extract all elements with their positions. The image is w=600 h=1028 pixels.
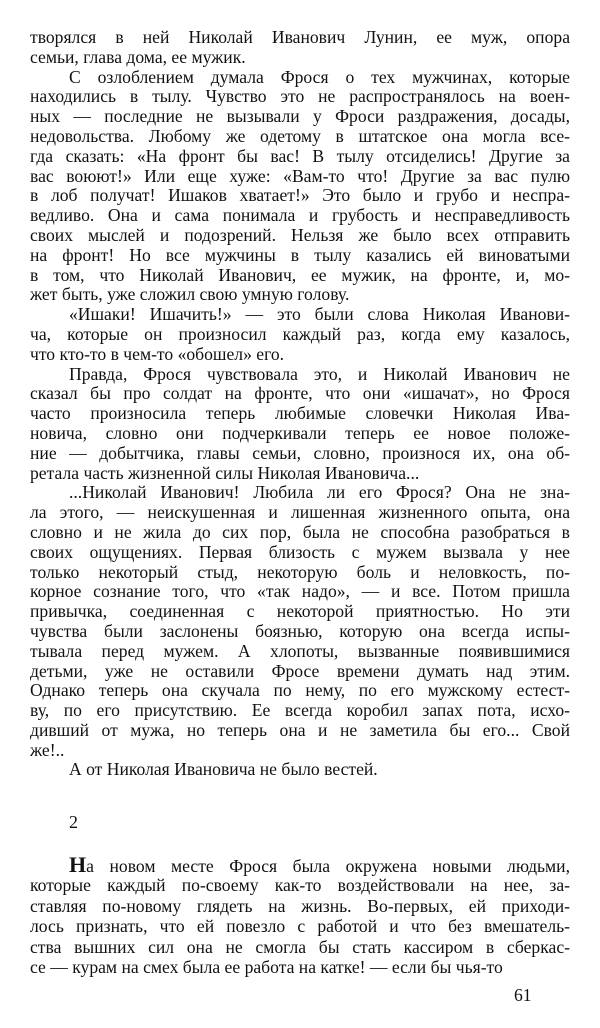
text-line: тывала перед мужем. А хлопоты, вызванные появившимися (30, 640, 570, 661)
text-line: ...Николай Иванович! Любила ли его Фрося? Она не зна- (69, 482, 570, 503)
paragraph (30, 365, 570, 484)
text-line: С озлоблением думала Фрося о тех мужчинах, которые (69, 66, 570, 87)
text-line: ретала часть жизненной силы Николая Ивановича... (30, 462, 420, 483)
paragraph (30, 852, 570, 977)
text-block-chapter-end (30, 28, 570, 780)
text-line: только некоторый стыд, некоторую боль и неловкость, по- (30, 561, 570, 582)
paragraph (30, 760, 570, 780)
text-line: детьми, уже не оставили Фросе времени думать над этим. (30, 660, 570, 681)
text-line: ства вышних сил она не смогла бы стать кассиром в сберкас- (30, 936, 570, 957)
text-line: ча, которые он произносил каждый раз, когда ему казалось, (30, 323, 570, 344)
text-line: же!.. (30, 739, 65, 760)
text-line: недовольства. Любому же одетому в штатское она могла все- (30, 125, 570, 146)
text-line: что кто-то в чем-то «обошел» его. (30, 343, 285, 364)
text-line-content: а новом месте Фрося была окружена новыми людьми, (86, 856, 570, 876)
text-line: творялся в ней Николай Иванович Лунин, ее муж, опора (30, 27, 570, 47)
text-line: привычка, соединенная с некоторой приятностью. Но эти (30, 601, 570, 622)
text-line: сказал бы про солдат на фронте, что они «ишачат», но Фрося (30, 383, 570, 404)
text-line: А от Николая Ивановича не было вестей. (69, 759, 378, 780)
text-line: ние — добытчика, главы семьи, словно, произнося их, она об- (30, 442, 570, 463)
text-line: жет быть, уже сложил свою умную голову. (30, 284, 350, 305)
text-line: находились в тылу. Чувство это не распространялось на воен- (30, 86, 570, 107)
text-line: новича, словно они подчеркивали теперь ее новое положе- (30, 422, 570, 443)
text-line: в лоб получат! Ишаков хватает!» Это было и грубо и неспра- (30, 185, 570, 206)
text-line: лось признать, что ей повезло с работой и что без вмешатель- (30, 916, 570, 937)
paragraph (30, 68, 570, 306)
text-line: на фронт! Но все мужчины в тылу казались ей виноватыми (30, 244, 570, 265)
text-line: чувства были заслонены боязнью, которую она всегда испы- (30, 620, 570, 641)
text-line: Правда, Фрося чувствовала это, и Николай Иванович не (69, 363, 570, 384)
text-line: часто произносила теперь любимые словечки Николая Ива- (30, 403, 570, 424)
text-line: гда сказать: «На фронт бы вас! В тылу отсиделись! Другие за (30, 145, 570, 166)
text-line: ву, по его присутствию. Ее всегда коробил запах пота, исхо- (30, 700, 570, 721)
initial-letter: Н (69, 852, 87, 877)
section-number: 2 (69, 812, 78, 832)
text-line: ставляя по-новому глядеть на жизнь. Во-первых, ей приходи- (30, 895, 570, 916)
text-line: корное сознание того, что «так надо», — и все. Потом пришла (30, 581, 570, 602)
text-line: словно и не жила до сих пор, была не способна разобраться в (30, 521, 570, 542)
paragraph (30, 483, 570, 760)
text-line: ла этого, — неискушенная и лишенная жизненного опыта, она (30, 502, 570, 523)
text-line: своих ощущениях. Первая близость с мужем вызвала у нее (30, 541, 570, 562)
text-line: своих мыслей и подозрений. Нельзя же было всех отправить (30, 224, 570, 245)
text-line (30, 852, 570, 877)
text-line: которые каждый по-своему как-то воздействовали на нее, за- (30, 875, 570, 896)
text-line: дивший от мужа, но теперь она и не заметила бы его... Свой (30, 719, 570, 740)
text-line: семьи, глава дома, ее мужик. (30, 46, 246, 67)
paragraph (30, 305, 570, 364)
text-line: ведливо. Она и сама понимала и грубость и несправедливость (30, 205, 570, 226)
text-line: в том, что Николай Иванович, ее мужик, на фронте, и, мо- (30, 264, 570, 285)
paragraph (30, 28, 570, 68)
page-number: 61 (514, 985, 532, 1005)
text-block-section-2 (30, 852, 570, 977)
text-line: ных — последние не вызывали у Фроси раздражения, досады, (30, 106, 570, 127)
text-line: вас воюют!» Или еще хуже: «Вам-то что! Другие за вас пулю (30, 165, 570, 186)
text-line: се — курам на смех была ее работа на катке! — если бы чья-то (30, 956, 503, 977)
text-line: «Ишаки! Ишачить!» — это были слова Николая Иванови- (69, 304, 570, 325)
text-line: Однако теперь она скучала по нему, по его мужскому естест- (30, 680, 570, 701)
